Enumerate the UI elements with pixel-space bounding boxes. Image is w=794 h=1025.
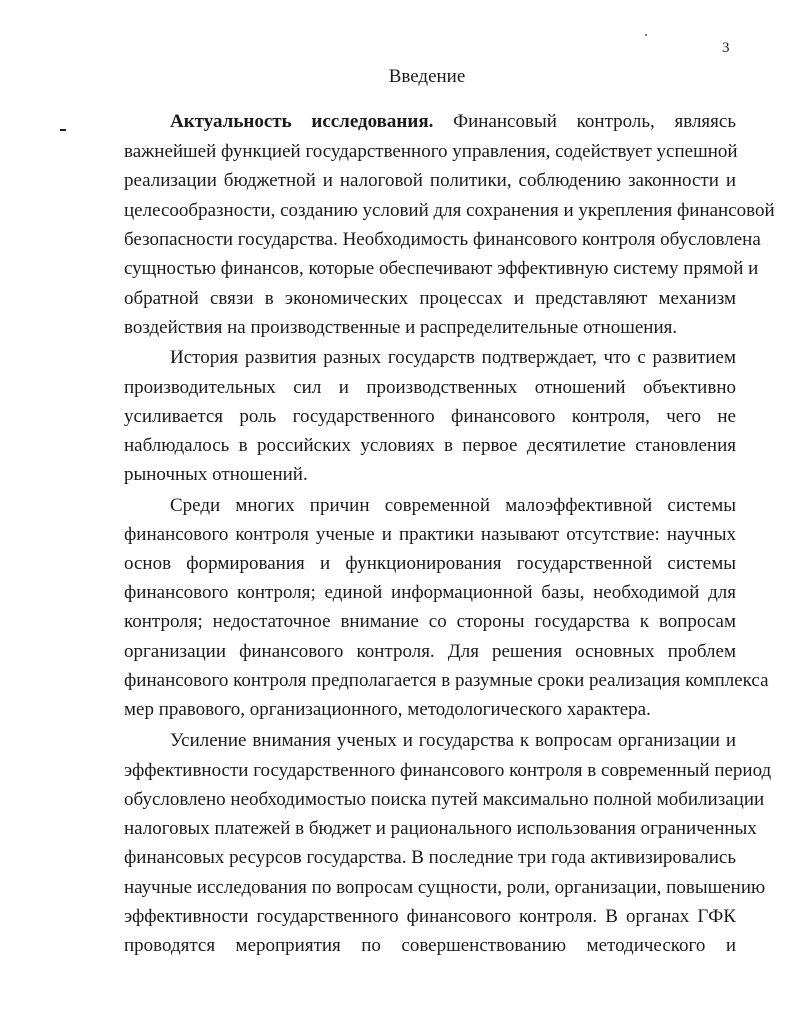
paragraph-line: финансового контроля предполагается в разумные сроки реализация комплекса	[124, 670, 769, 691]
paragraph-line: проводятся мероприятия по совершенствованию методического и	[124, 935, 736, 956]
paragraph-line: организации финансового контроля. Для решения основных проблем	[124, 641, 736, 662]
paragraph-line: усиливается роль государственного финансового контроля, чего не	[124, 406, 736, 427]
lead-heading: Актуальность исследования.	[170, 111, 434, 132]
paragraph-line: эффективности государственного финансового контроля в современный период	[124, 760, 772, 781]
paragraph-line: финансового контроля ученые и практики называют отсутствие: научных	[124, 524, 736, 545]
paragraph-line: финансовых ресурсов государства. В последние три года активизировались	[124, 847, 736, 868]
paragraph-line: целесообразности, созданию условий для сохранения и укрепления финансовой	[124, 200, 775, 221]
paragraph-line: обусловлено необходимостыо поиска путей максимально полной мобилизации	[124, 789, 765, 810]
paragraph-line: реализации бюджетной и налоговой политики, соблюдению законности и	[124, 170, 736, 191]
paragraph-line: Актуальность исследования. Финансовый контроль, являясь	[170, 111, 737, 132]
paragraph-line: налоговых платежей в бюджет и рационального использования ограниченных	[124, 818, 757, 839]
paragraph-line: воздействия на производственные и распределительные отношения.	[124, 317, 678, 338]
paragraph-line: безопасности государства. Необходимость финансового контроля обусловлена	[124, 229, 761, 250]
margin-mark	[60, 129, 66, 131]
paragraph-line: научные исследования по вопросам сущности, роли, организации, повышению	[124, 877, 766, 898]
paragraph-line: обратной связи в экономических процессах и представляют механизм	[124, 288, 736, 309]
paragraph-line: Усиление внимания ученых и государства к вопросам организации и	[170, 730, 736, 751]
paragraph-line: Среди многих причин современной малоэффективной системы	[170, 495, 736, 516]
paragraph-line: основ формирования и функционирования государственной системы	[124, 553, 736, 574]
paragraph-line: производительных сил и производственных отношений объективно	[124, 377, 736, 398]
page-title: Введение	[388, 66, 466, 87]
paragraph-line: сущностью финансов, которые обеспечивают эффективную систему прямой и	[124, 258, 759, 279]
paragraph-line: финансового контроля; единой информационной базы, необходимой для	[124, 582, 736, 603]
paragraph-line: История развития разных государств подтверждает, что с развитием	[170, 347, 736, 368]
scan-speck	[645, 34, 647, 36]
paragraph-line: наблюдалось в российских условиях в первое десятилетие становления	[124, 435, 736, 456]
paragraph-line: важнейшей функцией государственного управления, содействует успешной	[124, 141, 738, 162]
paragraph-line: рыночных отношений.	[124, 464, 308, 485]
paragraph-line: мер правового, организационного, методологического характера.	[124, 699, 651, 720]
page-number: 3	[722, 40, 730, 56]
paragraph-line: контроля; недостаточное внимание со стороны государства к вопросам	[124, 611, 736, 632]
paragraph-line: эффективности государственного финансового контроля. В органах ГФК	[124, 906, 736, 927]
